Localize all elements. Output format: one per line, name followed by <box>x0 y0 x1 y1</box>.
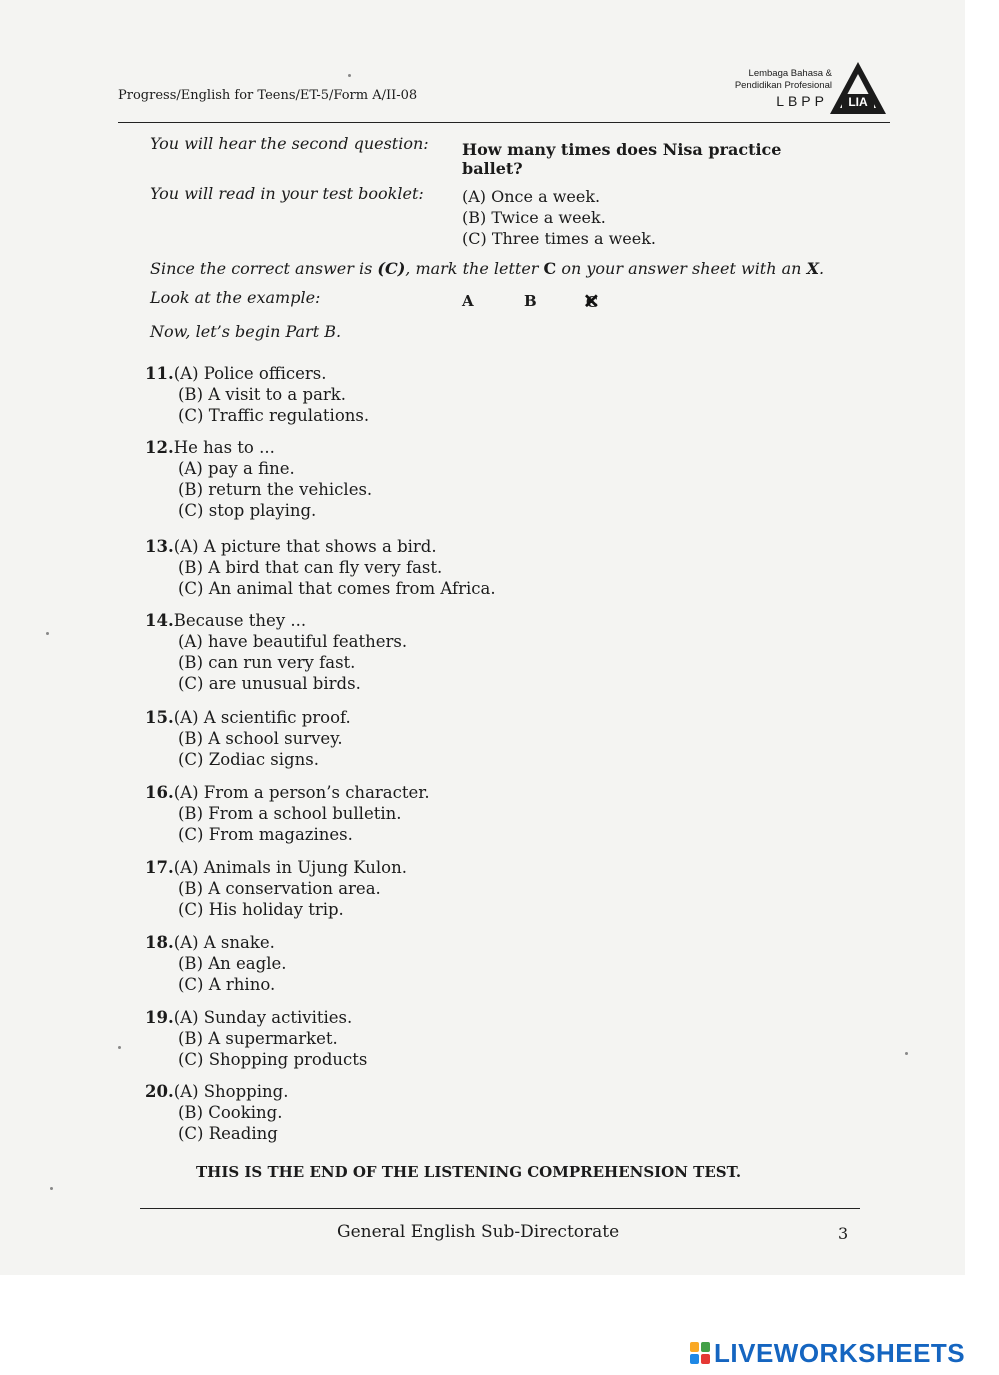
answer-instruction: Since the correct answer is (C), mark the letter C on your answer sheet with an X. <box>150 259 825 278</box>
scan-speck <box>50 1187 53 1190</box>
example-letter-b: B <box>524 292 537 310</box>
question-number: 16. <box>145 783 174 802</box>
read-label: You will read in your test booklet: <box>150 184 424 203</box>
question-12 <box>145 437 372 521</box>
question-stem: Because they ... <box>173 611 307 630</box>
hear-question-line-1: How many times does Nisa practice <box>462 140 782 159</box>
question-stem: (A) Police officers. <box>173 364 327 383</box>
option: (B) From a school bulletin. <box>178 804 402 823</box>
option: (C) Traffic regulations. <box>178 406 370 425</box>
option: (B) A conservation area. <box>178 879 381 898</box>
question-13 <box>145 536 496 599</box>
option: (C) An animal that comes from Africa. <box>178 579 496 598</box>
read-option-a: (A) Once a week. <box>462 187 601 206</box>
example-letter-c-marked: C ✕ <box>586 293 598 311</box>
lia-triangle-icon <box>828 60 888 116</box>
option: (B) can run very fast. <box>178 653 356 672</box>
question-number: 15. <box>145 708 174 727</box>
option: (C) A rhino. <box>178 975 276 994</box>
liveworksheets-watermark <box>690 1338 965 1369</box>
liveworksheets-logo-icon <box>690 1342 710 1366</box>
question-18 <box>145 932 286 995</box>
scan-speck <box>905 1052 908 1055</box>
question-stem: (A) A snake. <box>173 933 275 952</box>
logo-line-1: Lembaga Bahasa & <box>748 68 832 79</box>
question-number: 18. <box>145 933 174 952</box>
option: (C) Zodiac signs. <box>178 750 319 769</box>
header-divider <box>118 122 890 123</box>
logo-line-2: Pendidikan Profesional <box>734 80 832 91</box>
option: (C) stop playing. <box>178 501 317 520</box>
question-stem: (A) Sunday activities. <box>173 1008 353 1027</box>
scan-speck <box>46 632 49 635</box>
begin-part-b: Now, let’s begin Part B. <box>150 322 342 341</box>
question-16 <box>145 782 430 845</box>
question-14 <box>145 610 407 694</box>
example-letter-a: A <box>462 292 474 310</box>
question-number: 17. <box>145 858 174 877</box>
form-reference: Progress/English for Teens/ET-5/Form A/II-08 <box>118 88 418 103</box>
logo-mark-text: LIA <box>848 95 868 109</box>
question-number: 20. <box>145 1082 174 1101</box>
question-stem: (A) From a person’s character. <box>173 783 430 802</box>
option: (C) Shopping products <box>178 1050 368 1069</box>
option: (B) A supermarket. <box>178 1029 338 1048</box>
hear-label: You will hear the second question: <box>150 134 429 153</box>
question-11 <box>145 363 369 426</box>
question-number: 19. <box>145 1008 174 1027</box>
question-stem: (A) A scientific proof. <box>173 708 351 727</box>
scan-speck <box>118 1046 121 1049</box>
option: (C) His holiday trip. <box>178 900 344 919</box>
option: (C) Reading <box>178 1124 278 1143</box>
option: (B) A bird that can fly very fast. <box>178 558 443 577</box>
question-number: 13. <box>145 537 174 556</box>
footer-divider <box>140 1208 860 1209</box>
question-number: 12. <box>145 438 174 457</box>
lbpp-lia-logo <box>700 60 890 116</box>
question-stem: He has to ... <box>173 438 275 457</box>
read-option-b: (B) Twice a week. <box>462 208 606 227</box>
question-19 <box>145 1007 367 1070</box>
end-of-test-notice: THIS IS THE END OF THE LISTENING COMPREHENSION TEST. <box>196 1163 742 1181</box>
question-17 <box>145 857 407 920</box>
option: (B) An eagle. <box>178 954 287 973</box>
question-stem: (A) A picture that shows a bird. <box>173 537 437 556</box>
option: (B) return the vehicles. <box>178 480 373 499</box>
question-number: 14. <box>145 611 174 630</box>
option: (A) have beautiful feathers. <box>178 632 408 651</box>
question-stem: (A) Shopping. <box>173 1082 289 1101</box>
option: (C) From magazines. <box>178 825 353 844</box>
option: (B) Cooking. <box>178 1103 283 1122</box>
option: (A) pay a fine. <box>178 459 295 478</box>
option: (B) A visit to a park. <box>178 385 347 404</box>
logo-abbreviation: LBPP <box>776 93 828 109</box>
footer-department: General English Sub-Directorate <box>337 1222 620 1242</box>
option: (B) A school survey. <box>178 729 343 748</box>
hear-question-line-2: ballet? <box>462 159 523 178</box>
example-label: Look at the example: <box>150 288 321 307</box>
page-number: 3 <box>838 1224 849 1243</box>
question-stem: (A) Animals in Ujung Kulon. <box>173 858 407 877</box>
question-15 <box>145 707 351 770</box>
question-number: 11. <box>145 364 174 383</box>
scan-speck <box>348 74 351 77</box>
option: (C) are unusual birds. <box>178 674 361 693</box>
liveworksheets-brand-text: LIVEWORKSHEETS <box>714 1338 966 1368</box>
question-20 <box>145 1081 288 1144</box>
read-option-c: (C) Three times a week. <box>462 229 656 248</box>
